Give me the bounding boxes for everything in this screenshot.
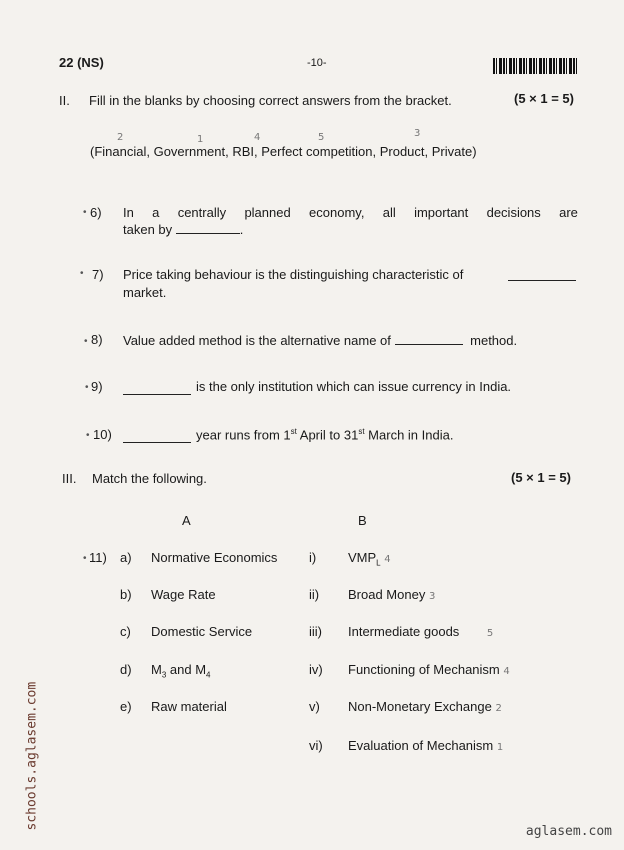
match-b-label: iii) — [309, 624, 322, 639]
column-a-heading: A — [182, 513, 191, 528]
answer-options: (Financial, Government, RBI, Perfect competition, Product, Private) — [90, 144, 477, 159]
pencil-mark: 2 — [117, 132, 124, 143]
bullet-dot: • — [80, 268, 84, 279]
bullet-dot: • — [85, 382, 89, 393]
match-b-text — [348, 624, 493, 639]
q6-word: economy, — [309, 205, 365, 220]
subscript: L — [376, 558, 381, 568]
match-b-text — [348, 587, 435, 602]
q10-number: 10) — [93, 427, 112, 442]
match-a-label: a) — [120, 550, 132, 565]
barcode — [493, 58, 579, 74]
answer-blank[interactable] — [508, 268, 576, 281]
match-b-text — [348, 662, 510, 677]
match-b-label: vi) — [309, 738, 323, 753]
page-number: -10- — [307, 57, 327, 69]
superscript: st — [290, 427, 297, 436]
match-b-text — [348, 738, 503, 753]
match-a-text — [151, 662, 211, 680]
pencil-mark: 4 — [254, 132, 261, 143]
column-b-heading: B — [358, 513, 367, 528]
b-text: Intermediate goods — [348, 624, 460, 639]
section-3-instruction: Match the following. — [92, 471, 207, 486]
match-a-text: Domestic Service — [151, 624, 253, 639]
bullet-dot: • — [84, 336, 88, 347]
q6-text: taken by — [123, 222, 173, 237]
match-a-label: e) — [120, 699, 132, 714]
q8-line — [123, 332, 517, 348]
q6-word: In — [123, 205, 134, 220]
match-b-label: ii) — [309, 587, 320, 602]
match-b-text — [348, 550, 391, 568]
footer-watermark: aglasem.com — [525, 824, 612, 839]
answer-blank[interactable] — [395, 332, 463, 345]
pencil-mark: 2 — [495, 703, 502, 714]
match-b-label: v) — [309, 699, 320, 714]
q8-text: Value added method is the alternative name of — [123, 333, 391, 348]
q10-text — [196, 427, 453, 442]
bullet-dot: • — [83, 553, 87, 564]
m-text: M — [151, 662, 162, 677]
q10-part: April to 31 — [296, 427, 359, 443]
match-b-text — [348, 699, 502, 714]
q9-number: 9) — [91, 379, 103, 394]
superscript: st — [358, 427, 365, 436]
q7-line2: market. — [123, 285, 167, 300]
match-a-label: b) — [120, 587, 132, 602]
pencil-mark: 4 — [503, 666, 510, 677]
q9-text: is the only institution which can issue currency in India. — [196, 379, 512, 394]
m-text: and M — [166, 662, 207, 677]
answer-blank[interactable] — [123, 430, 191, 443]
q11-number: 11) — [89, 550, 107, 565]
match-a-text: Raw material — [151, 699, 227, 714]
pencil-mark: 1 — [496, 742, 504, 753]
q6-number: 6) — [90, 205, 102, 220]
answer-blank[interactable] — [176, 221, 240, 234]
q10-part: year runs from 1 — [196, 427, 291, 443]
section-2-instruction: Fill in the blanks by choosing correct answers from the bracket. — [89, 93, 452, 108]
q6-word: all — [382, 205, 396, 220]
q7-number: 7) — [92, 267, 104, 282]
answer-blank[interactable] — [123, 382, 191, 395]
q6-word: are — [559, 205, 578, 220]
q6-word: important — [414, 205, 469, 220]
match-a-text: Wage Rate — [151, 587, 216, 602]
q6-line2 — [123, 221, 243, 237]
q8-number: 8) — [91, 332, 103, 347]
q6-word: planned — [244, 205, 291, 220]
b-text: Evaluation of Mechanism — [348, 738, 494, 753]
b-text: Non-Monetary Exchange — [348, 699, 492, 714]
b-text: Broad Money — [348, 587, 426, 602]
b-text: Functioning of Mechanism — [348, 662, 500, 677]
section-2-marks: (5 × 1 = 5) — [514, 91, 574, 106]
pencil-mark: 3 — [428, 591, 436, 602]
match-b-label: iv) — [309, 662, 323, 677]
q7-line1 — [123, 267, 463, 282]
bullet-dot: • — [83, 207, 87, 218]
section-3-numeral: III. — [62, 471, 77, 486]
q8-text-end: method. — [470, 333, 518, 348]
q7-text: Price taking behaviour is the distinguishing characteristic of — [123, 267, 464, 282]
q6-period: . — [239, 222, 244, 237]
pencil-mark: 3 — [414, 128, 421, 139]
match-a-label: c) — [120, 624, 131, 639]
pencil-mark: 1 — [197, 134, 204, 145]
q6-word: centrally — [177, 205, 227, 220]
q6-line1 — [123, 205, 578, 220]
match-b-label: i) — [309, 550, 317, 565]
match-a-label: d) — [120, 662, 132, 677]
q10-part: March in India. — [364, 427, 454, 443]
pencil-mark: 5 — [486, 628, 494, 639]
section-2-numeral: II. — [59, 93, 70, 108]
side-watermark: schools.aglasem.com — [24, 681, 40, 831]
pencil-mark: 5 — [318, 132, 325, 143]
q6-word: decisions — [486, 205, 541, 220]
vmp-text: VMP — [348, 550, 377, 565]
pencil-mark: 4 — [384, 554, 391, 565]
subscript: 3 — [161, 670, 167, 680]
match-a-text: Normative Economics — [151, 550, 278, 565]
paper-code: 22 (NS) — [59, 55, 104, 70]
subscript: 4 — [206, 670, 211, 680]
bullet-dot: • — [86, 430, 90, 441]
section-3-marks: (5 × 1 = 5) — [511, 470, 571, 485]
q6-word: a — [152, 205, 160, 220]
